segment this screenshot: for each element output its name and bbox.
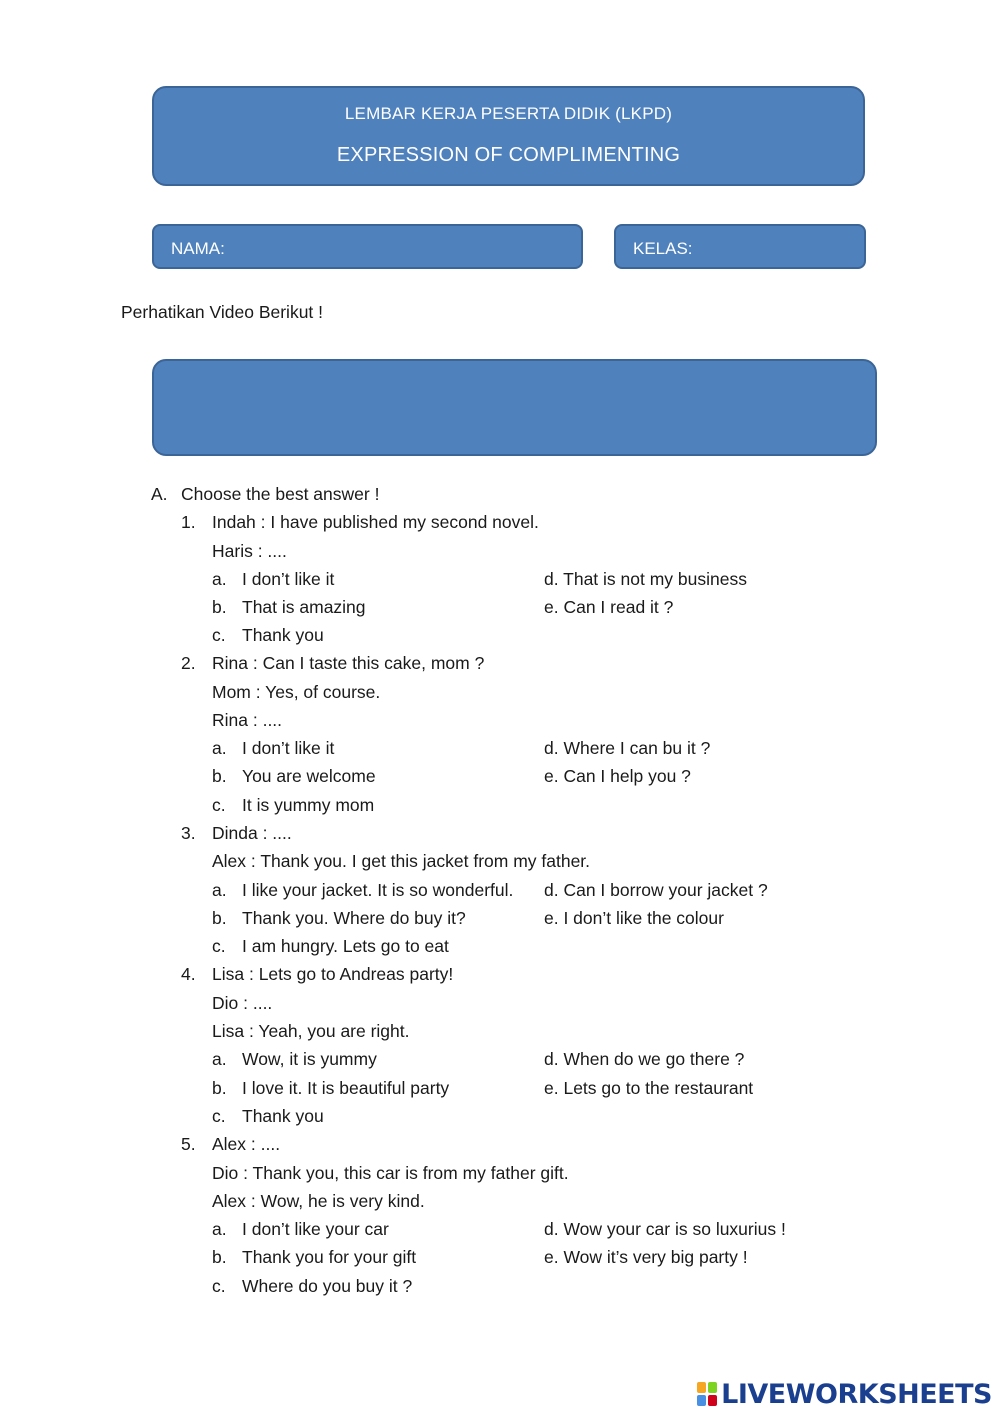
brand-name: LIVEWORKSHEETS — [721, 1378, 992, 1410]
option-letter: c. — [212, 795, 226, 815]
option-e[interactable]: e. I don’t like the colour — [544, 908, 724, 928]
option-letter: a. — [212, 880, 227, 900]
question-line: Rina : Can I taste this cake, mom ? — [212, 653, 485, 673]
question-number: 2. — [181, 653, 196, 673]
option-a[interactable]: I don’t like your car — [242, 1219, 389, 1239]
question-line: Dinda : .... — [212, 823, 292, 843]
option-d[interactable]: d. When do we go there ? — [544, 1049, 745, 1069]
option-letter: a. — [212, 569, 227, 589]
question-number: 3. — [181, 823, 196, 843]
option-b[interactable]: You are welcome — [242, 766, 376, 786]
option-a[interactable]: Wow, it is yummy — [242, 1049, 377, 1069]
question-line: Alex : Thank you. I get this jacket from my father. — [212, 851, 591, 871]
kelas-field[interactable]: KELAS: — [614, 224, 866, 269]
header-title: EXPRESSION OF COMPLIMENTING — [336, 144, 681, 166]
question-line: Indah : I have published my second novel. — [212, 512, 539, 532]
option-c[interactable]: Thank you — [242, 1106, 324, 1126]
header-subtitle: LEMBAR KERJA PESERTA DIDIK (LKPD) — [344, 104, 673, 123]
option-b[interactable]: I love it. It is beautiful party — [242, 1078, 450, 1098]
question-line: Dio : .... — [212, 993, 273, 1013]
option-letter: a. — [212, 1049, 227, 1069]
option-e[interactable]: e. Lets go to the restaurant — [544, 1078, 754, 1098]
question-line: Alex : .... — [212, 1134, 281, 1154]
nama-field[interactable]: NAMA: — [152, 224, 583, 269]
video-placeholder[interactable] — [152, 359, 877, 456]
question-number: 1. — [181, 512, 196, 532]
question-line: Dio : Thank you, this car is from my father gift. — [212, 1163, 569, 1183]
section-title: Choose the best answer ! — [181, 484, 380, 504]
instruction-text: Perhatikan Video Berikut ! — [121, 302, 324, 322]
option-letter: c. — [212, 936, 226, 956]
option-b[interactable]: That is amazing — [242, 597, 366, 617]
option-e[interactable]: e. Wow it’s very big party ! — [544, 1247, 748, 1267]
option-b[interactable]: Thank you. Where do buy it? — [242, 908, 466, 928]
question-number: 5. — [181, 1134, 196, 1154]
section-letter: A. — [151, 484, 168, 504]
option-d[interactable]: d. Wow your car is so luxurius ! — [544, 1219, 786, 1239]
option-c[interactable]: Where do you buy it ? — [242, 1276, 413, 1296]
option-letter: c. — [212, 1106, 226, 1126]
option-c[interactable]: Thank you — [242, 625, 324, 645]
option-d[interactable]: d. That is not my business — [544, 569, 747, 589]
option-letter: b. — [212, 766, 227, 786]
question-number: 4. — [181, 964, 196, 984]
question-line: Alex : Wow, he is very kind. — [212, 1191, 425, 1211]
option-c[interactable]: I am hungry. Lets go to eat — [242, 936, 449, 956]
option-e[interactable]: e. Can I read it ? — [544, 597, 674, 617]
question-line: Haris : .... — [212, 541, 287, 561]
option-d[interactable]: d. Can I borrow your jacket ? — [544, 880, 768, 900]
liveworksheets-logo[interactable] — [696, 1376, 992, 1412]
option-letter: b. — [212, 1078, 227, 1098]
option-e[interactable]: e. Can I help you ? — [544, 766, 691, 786]
option-b[interactable]: Thank you for your gift — [242, 1247, 417, 1267]
worksheet-header — [152, 86, 865, 186]
option-letter: b. — [212, 1247, 227, 1267]
option-c[interactable]: It is yummy mom — [242, 795, 375, 815]
question-line: Lisa : Yeah, you are right. — [212, 1021, 410, 1041]
option-letter: a. — [212, 738, 227, 758]
option-a[interactable]: I don’t like it — [242, 738, 335, 758]
option-letter: b. — [212, 908, 227, 928]
question-line: Rina : .... — [212, 710, 283, 730]
question-line: Lisa : Lets go to Andreas party! — [212, 964, 454, 984]
option-letter: a. — [212, 1219, 227, 1239]
question-line: Mom : Yes, of course. — [212, 682, 381, 702]
liveworksheets-logo-icon — [696, 1381, 718, 1407]
option-a[interactable]: I like your jacket. It is so wonderful. — [242, 880, 514, 900]
option-letter: b. — [212, 597, 227, 617]
option-d[interactable]: d. Where I can bu it ? — [544, 738, 711, 758]
option-letter: c. — [212, 625, 226, 645]
option-a[interactable]: I don’t like it — [242, 569, 335, 589]
option-letter: c. — [212, 1276, 226, 1296]
